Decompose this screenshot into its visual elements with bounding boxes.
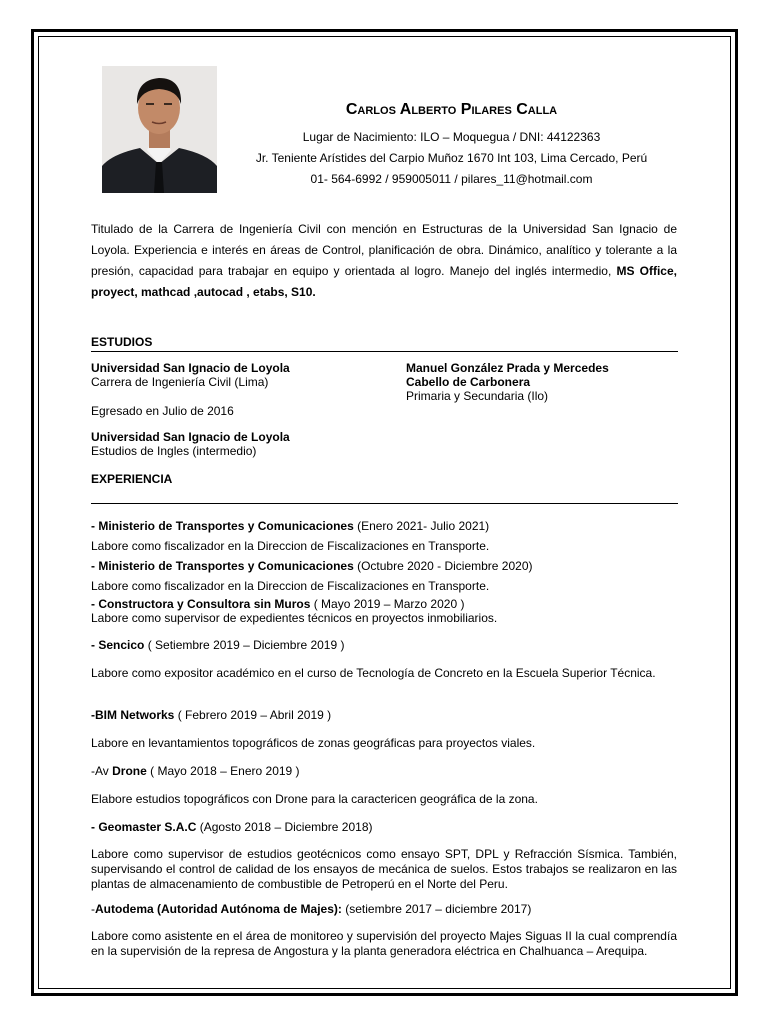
- experience-item: [91, 597, 677, 625]
- company-name: Autodema (Autoridad Autónoma de Majes):: [95, 902, 342, 916]
- company-name: Ministerio de Transportes y Comunicaciones: [98, 519, 354, 533]
- item-dash: -: [91, 764, 95, 778]
- address-line: Jr. Teniente Arístides del Carpio Muñoz 1670 Int 103, Lima Cercado, Perú: [255, 151, 648, 165]
- period: ( Febrero 2019 – Abril 2019 ): [174, 708, 332, 722]
- school-name-line1: Manuel González Prada y Mercedes: [406, 361, 609, 375]
- item-dash: -: [91, 559, 99, 573]
- summary-skills: MS Office, proyect, mathcad ,autocad , etabs, S10.: [91, 264, 677, 299]
- school-detail: Primaria y Secundaria (Ilo): [406, 389, 549, 403]
- job-description: Labore como fiscalizador en la Direccion de Fiscalizaciones en Transporte.: [91, 539, 490, 553]
- period: (Octubre 2020 - Diciembre 2020): [353, 559, 533, 573]
- study-entry-school: [406, 361, 676, 403]
- company-name: Ministerio de Transportes y Comunicaciones: [98, 559, 354, 573]
- job-description: Labore como supervisor de estudios geotécnicos como ensayo SPT, DPL y Refracción Sísmica. También, supervisando el control de calidad de los ensayos de mecánica de suelos. Estos trabajos se realizaron en las plantas de almacenamiento de combustible de Petroperú en el Norte del Peru.: [91, 847, 677, 891]
- period: (setiembre 2017 – diciembre 2017): [341, 902, 532, 916]
- experience-item: [91, 820, 677, 892]
- profile-summary: [91, 219, 677, 303]
- experience-item: [91, 902, 677, 959]
- section-divider: [91, 351, 678, 352]
- candidate-name: Carlos Alberto Pilares Calla: [345, 101, 558, 118]
- company-name: Geomaster S.A.C: [98, 820, 197, 834]
- item-dash: -: [91, 638, 99, 652]
- experience-item: [91, 556, 677, 596]
- profile-photo: [102, 66, 217, 193]
- experience-item: [91, 708, 677, 750]
- experience-item: [91, 516, 677, 556]
- job-description: Elabore estudios topográficos con Drone para la caractericen geográfica de la zona.: [91, 792, 538, 806]
- job-description: Labore como expositor académico en el curso de Tecnología de Concreto en la Escuela Superior Técnica.: [91, 666, 656, 680]
- company-name: BIM Networks: [95, 708, 175, 722]
- period: ( Mayo 2018 – Enero 2019 ): [146, 764, 300, 778]
- study-institution: Universidad San Ignacio de Loyola: [91, 430, 290, 444]
- job-description: Labore como supervisor de expedientes técnicos en proyectos inmobiliarios.: [91, 611, 498, 625]
- company-name: Constructora y Consultora sin Muros: [98, 597, 311, 611]
- job-description: Labore como asistente en el área de monitoreo y supervisión del proyecto Majes Siguas II la cual comprendía en la supervisión de la represa de Angostura y la planta generadora eléctrica en Chalhuanca – Arequipa.: [91, 929, 677, 958]
- period: ( Setiembre 2019 – Diciembre 2019 ): [144, 638, 345, 652]
- school-name-line2: Cabello de Carbonera: [406, 375, 531, 389]
- company-name: Drone: [112, 764, 147, 778]
- period: ( Mayo 2019 – Marzo 2020 ): [310, 597, 465, 611]
- section-title-studies: ESTUDIOS: [91, 335, 153, 349]
- item-dash: -: [91, 820, 99, 834]
- contact-line: 01- 564-6992 / 959005011 / pilares_11@hotmail.com: [310, 172, 593, 186]
- item-dash: -: [91, 902, 95, 916]
- section-divider: [91, 503, 678, 504]
- period: (Enero 2021- Julio 2021): [353, 519, 490, 533]
- company-prefix: Av: [95, 764, 113, 778]
- study-detail: Estudios de Ingles (intermedio): [91, 444, 257, 458]
- experience-item: [91, 638, 677, 680]
- birthplace-line: Lugar de Nacimiento: ILO – Moquegua / DNI: 44122363: [302, 130, 601, 144]
- summary-text: Titulado de la Carrera de Ingeniería Civil con mención en Estructuras de la Universidad San Ignacio de Loyola. Experiencia e interés en áreas de Control, planificación de obra. Dinámico, analítico y tolerante a la presión, capacidad para trabajar en equipo y orientada al logro. Manejo del inglés intermedio,: [91, 222, 677, 278]
- section-title-experience: EXPERIENCIA: [91, 472, 173, 486]
- item-dash: -: [91, 708, 95, 722]
- study-note: Egresado en Julio de 2016: [91, 404, 234, 418]
- study-detail: Carrera de Ingeniería Civil (Lima): [91, 375, 269, 389]
- job-description: Labore en levantamientos topográficos de zonas geográficas para proyectos viales.: [91, 736, 536, 750]
- period: (Agosto 2018 – Diciembre 2018): [196, 820, 373, 834]
- job-description: Labore como fiscalizador en la Direccion de Fiscalizaciones en Transporte.: [91, 579, 490, 593]
- experience-item: [91, 764, 677, 806]
- study-institution: Universidad San Ignacio de Loyola: [91, 361, 290, 375]
- study-entry: [91, 361, 391, 389]
- study-entry: [91, 430, 391, 458]
- item-dash: -: [91, 597, 99, 611]
- item-dash: -: [91, 519, 99, 533]
- company-name: Sencico: [98, 638, 145, 652]
